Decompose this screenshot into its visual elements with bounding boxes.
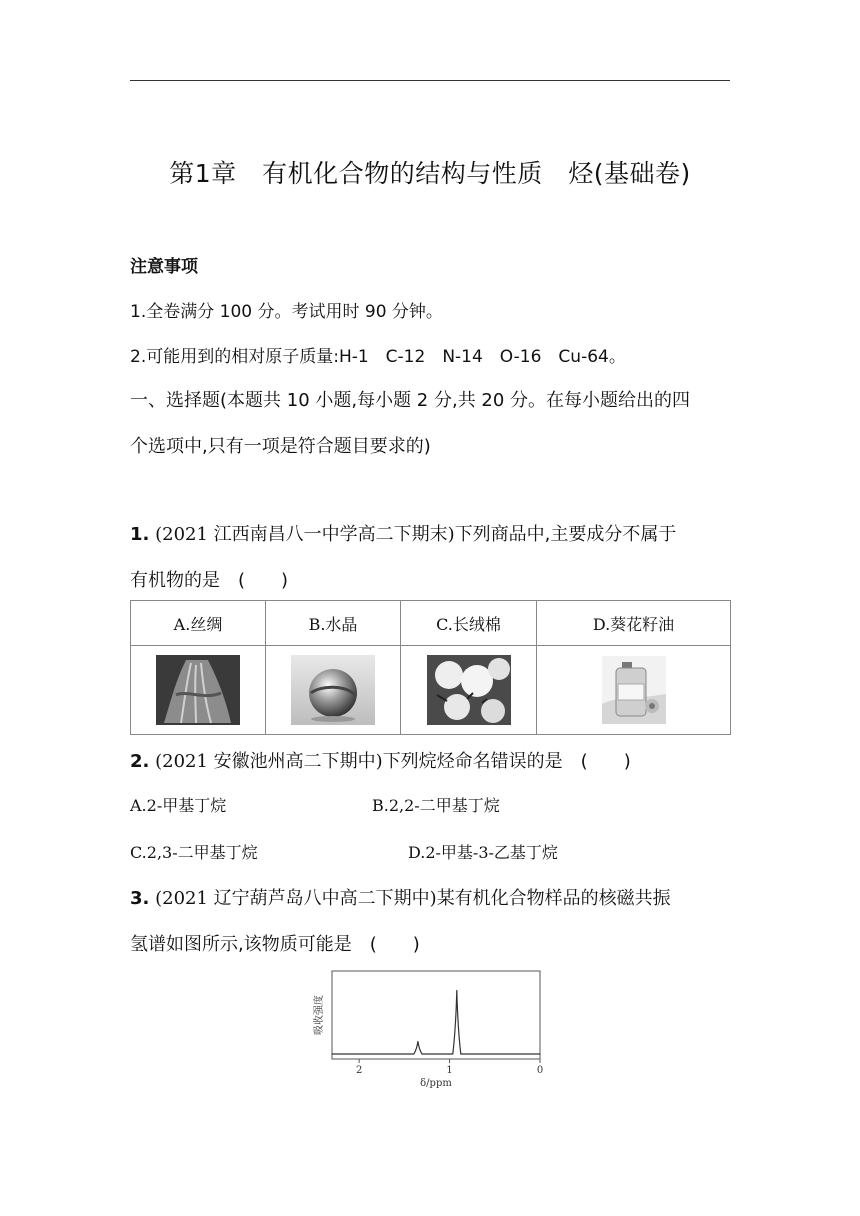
- section-heading-line-1: 一、选择题(本题共 10 小题,每小题 2 分,共 20 分。在每小题给出的四: [130, 390, 691, 411]
- option-b-cell: [266, 646, 401, 735]
- section-heading-line-2: 个选项中,只有一项是符合题目要求的): [130, 436, 431, 457]
- notice-heading: 注意事项: [130, 257, 198, 277]
- y-axis-label: 吸收强度: [314, 995, 325, 1035]
- question-number: 2.: [130, 751, 150, 772]
- question-source: (2021 安徽池州高二下期中): [155, 751, 383, 772]
- question-source: (2021 辽宁葫芦岛八中高二下期中): [155, 888, 437, 909]
- question-1-line-1: [130, 520, 676, 546]
- question-number: 1.: [130, 524, 150, 545]
- question-source: (2021 江西南昌八一中学高二下期末): [155, 524, 455, 545]
- question-3-line-1: [130, 884, 671, 910]
- spectrum-line: [332, 990, 540, 1054]
- option-b-label: B.水晶: [266, 601, 401, 646]
- notice-item-2: 2.可能用到的相对原子质量:H-1 C-12 N-14 O-16 Cu-64。: [130, 347, 626, 367]
- notice-item-1: 1.全卷满分 100 分。考试用时 90 分钟。: [130, 302, 443, 322]
- header-rule: [130, 80, 730, 81]
- x-tick-label: 0: [536, 1065, 544, 1076]
- question-2-line: [130, 747, 631, 773]
- crystal-ball-image: [291, 655, 375, 725]
- option-a-text: A.2-甲基丁烷: [130, 796, 227, 815]
- silk-scarf-image: [156, 655, 240, 725]
- plot-frame: [332, 971, 540, 1059]
- option-a-cell: [131, 646, 266, 735]
- x-axis-label: δ/ppm: [420, 1078, 452, 1089]
- option-d-cell: [537, 646, 731, 735]
- question-stem: 下列烷烃命名错误的是 ( ): [382, 751, 631, 772]
- option-d-text: D.2-甲基-3-乙基丁烷: [408, 843, 558, 862]
- option-a-label: A.丝绸: [131, 601, 266, 646]
- option-b-text: B.2,2-二甲基丁烷: [372, 796, 500, 815]
- oil-bottle-image: [602, 656, 666, 724]
- cotton-image: [427, 655, 511, 725]
- page-title: 第1章 有机化合物的结构与性质 烃(基础卷): [169, 159, 691, 188]
- question-number: 3.: [130, 888, 150, 909]
- question-3-line-2: 氢谱如图所示,该物质可能是 ( ): [130, 934, 420, 955]
- options-table: [130, 600, 731, 735]
- option-c-text: C.2,3-二甲基丁烷: [130, 843, 258, 862]
- nmr-spectrum-chart: [310, 968, 555, 1093]
- question-1-line-2: 有机物的是 ( ): [130, 570, 289, 591]
- x-tick-label: 1: [446, 1065, 453, 1076]
- option-c-cell: [401, 646, 537, 735]
- question-stem: 某有机化合物样品的核磁共振: [436, 888, 671, 909]
- option-d-label: D.葵花籽油: [537, 601, 731, 646]
- question-stem: 下列商品中,主要成分不属于: [454, 524, 677, 545]
- option-c-label: C.长绒棉: [401, 601, 537, 646]
- x-tick-label: 2: [355, 1065, 363, 1076]
